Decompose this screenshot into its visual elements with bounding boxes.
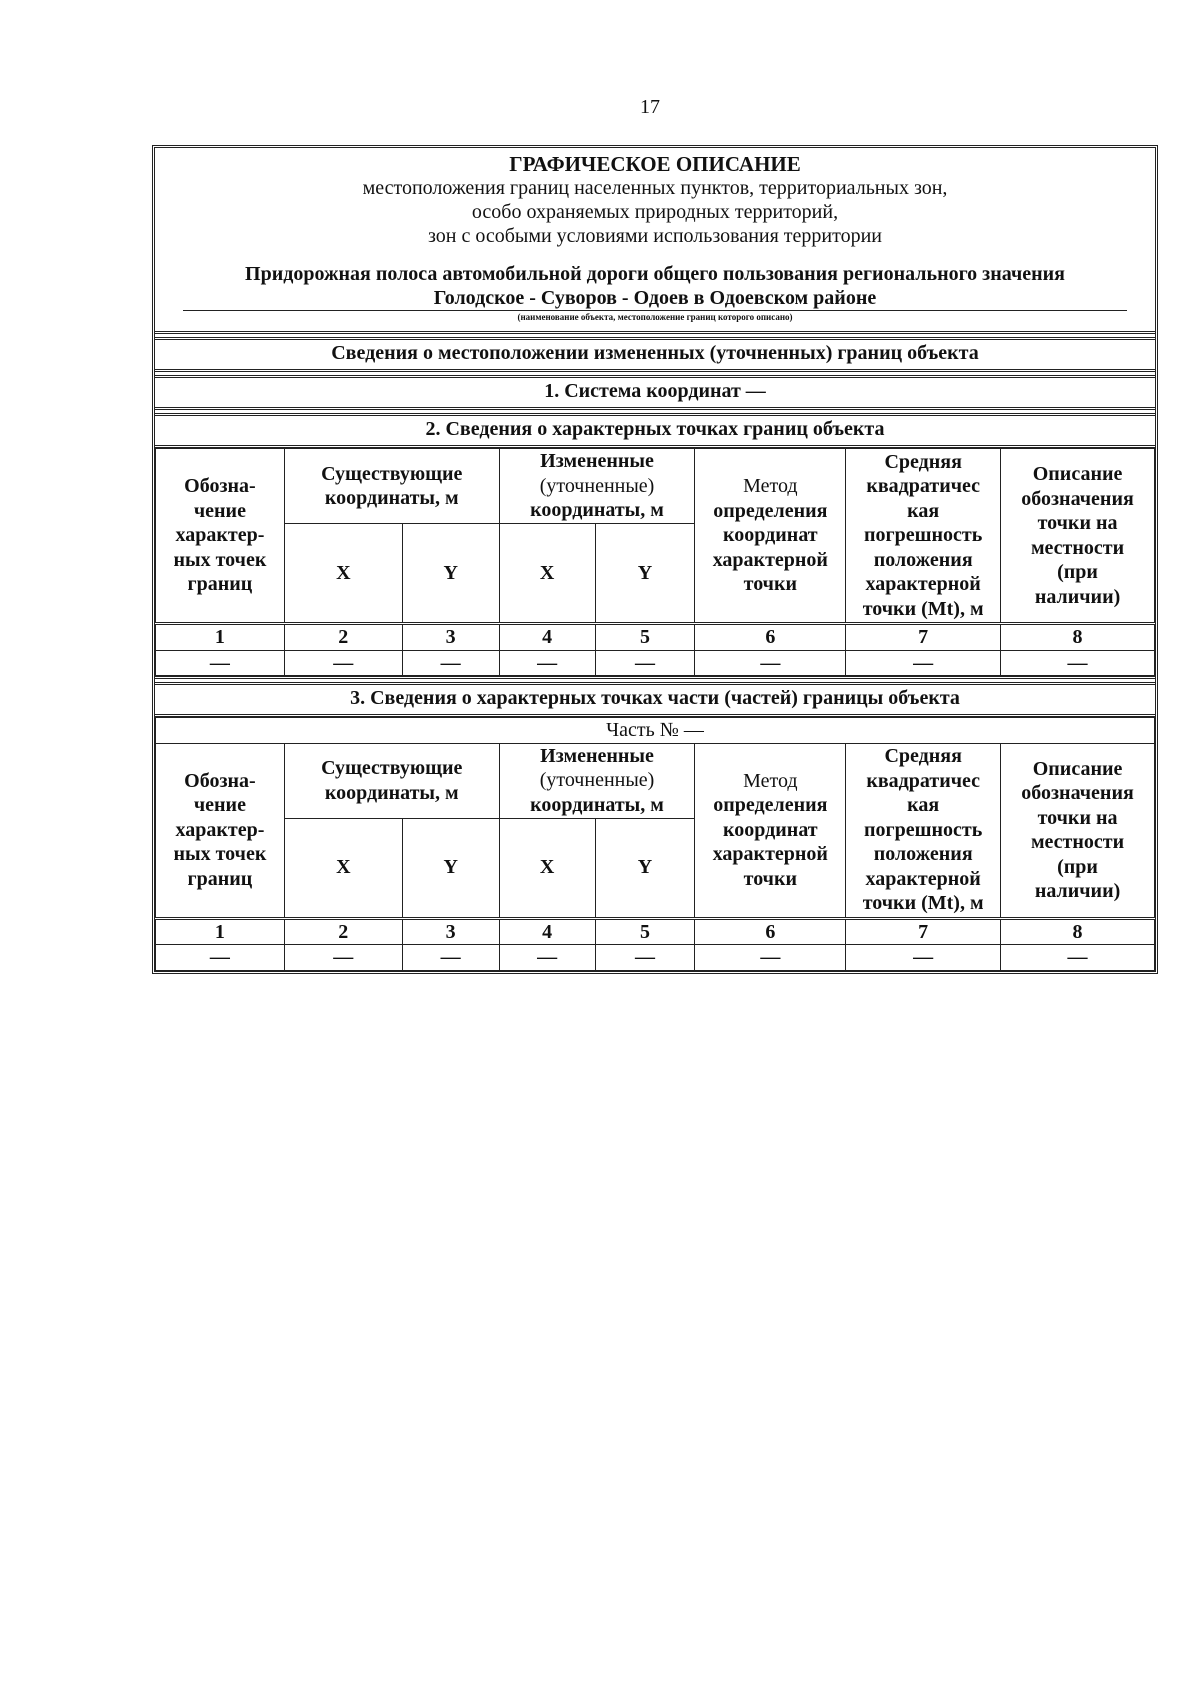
header-text: границ [187,573,253,596]
header-text: точки (Mt), м [862,892,984,915]
header-text: Существующие [321,757,463,779]
column-number: 4 [499,918,595,945]
column-number: 5 [595,624,695,651]
description-header [1001,449,1155,624]
header-text: координаты, м [530,499,664,522]
header-text: кая [907,499,940,522]
column-number: 6 [695,918,846,945]
part-points-table [155,717,1155,971]
y-header: Y [402,818,499,918]
header-text: координат [723,818,818,841]
header-text: точки [743,867,798,890]
header-text: наличии) [1034,880,1121,902]
section-heading-boundary-points: 2. Сведения о характерных точках границ объекта [155,416,1155,448]
header-text: характерной [712,548,828,571]
part-number: Часть № — [156,718,1155,744]
header-text: квадратичес [866,769,980,792]
empty-cell: — [402,945,499,971]
y-header: Y [595,524,695,624]
column-number: 4 [499,624,595,651]
x-header: X [284,818,402,918]
empty-cell: — [156,945,285,971]
header-text: определения [713,499,828,522]
header-text: координаты, м [324,781,459,804]
boundary-points-table-wrap [155,448,1155,679]
object-name [163,262,1147,311]
mean-error-header [846,449,1001,624]
empty-cell: — [846,945,1001,971]
changed-coords-header [499,743,695,818]
column-number: 2 [284,918,402,945]
header-text: точки [743,573,798,596]
existing-coords-header [284,449,499,524]
section-heading-changed-boundaries: Сведения о местоположении измененных (уточненных) границ объекта [155,340,1155,372]
column-number: 3 [402,918,499,945]
header-text: кая [907,794,940,817]
header-text: точки на [1037,512,1118,534]
header-text: местности [1030,536,1125,559]
header-text: (при [1057,855,1098,878]
empty-cell: — [402,650,499,676]
header-text: (при [1057,561,1098,583]
header-text: характер- [175,524,265,547]
header-text: Метод [743,769,798,792]
column-number: 6 [695,624,846,651]
header-text: обозначения [1021,487,1134,510]
method-header [695,743,846,918]
y-header: Y [402,524,499,624]
header-text: чение [193,794,246,817]
method-header [695,449,846,624]
page-number: 17 [640,96,660,118]
header-text: Метод [743,475,798,498]
header-text: характер- [175,818,265,841]
header-text: Средняя [884,450,962,473]
header-text: Описание [1032,757,1123,780]
description-header [1001,743,1155,918]
column-number: 1 [156,918,285,945]
x-header: X [499,818,595,918]
header-text: ных точек [173,548,267,571]
empty-cell: — [695,650,846,676]
form-header [155,148,1155,334]
header-text: Обозна- [184,475,256,498]
column-number: 7 [846,918,1001,945]
empty-cell: — [284,650,402,676]
column-number: 7 [846,624,1001,651]
y-header: Y [595,818,695,918]
header-text: погрешность [864,524,983,547]
empty-cell: — [1001,650,1155,676]
section-heading-coordinate-system: 1. Система координат — [155,378,1155,410]
subtitle-line: зон с особыми условиями использования территории [427,225,883,247]
header-text: координаты, м [530,793,664,816]
header-text: Измененные [540,450,654,473]
header-text: ных точек [173,843,267,866]
header-text: Существующие [321,462,463,485]
subtitle-line: местоположения границ населенных пунктов, территориальных зон, [362,177,948,199]
empty-cell: — [284,945,402,971]
header-text: характерной [865,573,981,596]
header-text: наличии) [1034,585,1121,608]
header-text: квадратичес [866,475,980,498]
mean-error-header [846,743,1001,918]
changed-coords-header [499,449,695,524]
header-text: определения [713,794,828,817]
header-text: положения [873,548,973,571]
header-text: Средняя [884,745,962,768]
object-name-line: Придорожная полоса автомобильной дороги общего пользования регионального значения [245,263,1065,285]
header-text: точки (Mt), м [862,597,984,620]
header-text: Описание [1032,463,1123,485]
x-header: X [284,524,402,624]
header-text: Измененные [540,744,654,767]
header-text: погрешность [864,818,983,841]
header-text: границ [187,867,253,890]
header-text: чение [193,499,246,522]
header-text: точки на [1037,806,1118,829]
column-number: 8 [1001,918,1155,945]
document-title: ГРАФИЧЕСКОЕ ОПИСАНИЕ [509,152,801,176]
column-number: 5 [595,918,695,945]
header-text: координат [723,524,818,547]
header-text: координаты, м [324,487,459,509]
empty-cell: — [156,650,285,676]
designation-header [156,743,285,918]
graphic-description-form [152,145,1158,974]
header-text: (уточненные) [539,474,655,497]
header-text: положения [873,843,973,866]
column-number: 2 [284,624,402,651]
empty-cell: — [595,650,695,676]
object-name-line: Голодское - Суворов - Одоев в Одоевском районе [183,286,1128,311]
header-text: Обозна- [184,769,256,792]
column-number: 3 [402,624,499,651]
object-caption: (наименование объекта, местоположение границ которого описано) [517,312,793,322]
header-text: местности [1030,831,1125,853]
header-text: (уточненные) [539,769,655,792]
empty-cell: — [499,650,595,676]
empty-cell: — [846,650,1001,676]
header-text: характерной [712,843,828,866]
subtitle-line: особо охраняемых природных территорий, [471,201,839,223]
designation-header [156,449,285,624]
header-text: обозначения [1021,782,1134,804]
column-number: 8 [1001,624,1155,651]
empty-cell: — [1001,945,1155,971]
boundary-points-table [155,448,1155,676]
section-heading-part-points: 3. Сведения о характерных точках части (частей) границы объекта [155,685,1155,717]
column-number: 1 [156,624,285,651]
x-header: X [499,524,595,624]
empty-cell: — [595,945,695,971]
empty-cell: — [695,945,846,971]
existing-coords-header [284,743,499,818]
empty-cell: — [499,945,595,971]
header-text: характерной [865,867,981,890]
